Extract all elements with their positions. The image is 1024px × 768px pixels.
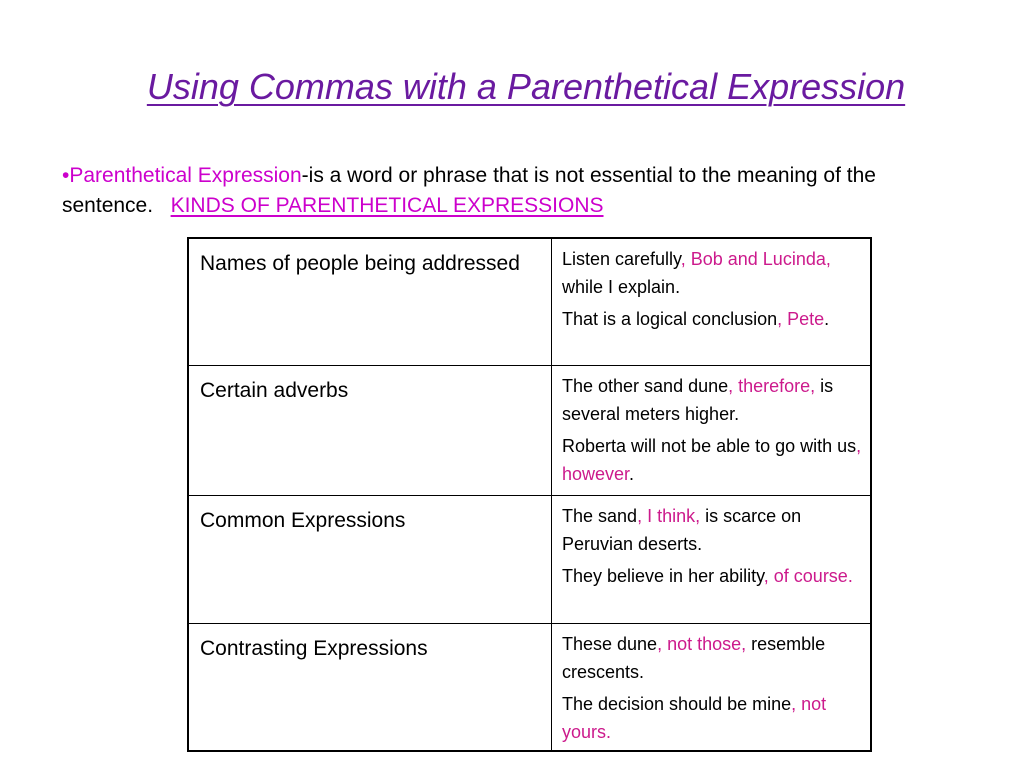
sentence-text: The other sand dune [562,375,729,396]
definition-paragraph [62,161,962,221]
examples-cell [552,238,872,365]
parenthetical-phrase: , however [562,435,862,484]
example-sentence [562,630,862,686]
sentence-text: Roberta will not be able to go with us [562,435,857,456]
parenthetical-phrase: , of course. [763,565,853,586]
definition-text: -is a word or phrase that is not essential to the meaning of the sentence. [62,164,876,217]
sentence-text: is several meters higher. [562,375,834,424]
parenthetical-phrase: , Pete [777,309,825,329]
examples-cell [552,365,872,495]
parenthetical-kinds-table [187,237,872,752]
sentence-text: resemble crescents. [562,633,826,682]
sentence-text: while I explain. [562,277,681,297]
kind-label: Common Expressions [188,495,552,623]
example-sentence [562,432,862,488]
sentence-text: These dune [562,633,658,654]
sentence-text: The decision should be mine [562,693,792,714]
table-row [188,238,871,365]
example-sentence [562,690,862,746]
parenthetical-phrase: , not yours. [562,693,827,742]
parenthetical-phrase: , not those, [657,633,747,654]
sentence-text: They believe in her ability [562,565,764,586]
kind-label: Contrasting Expressions [188,623,552,751]
sentence-text: is scarce on Peruvian deserts. [562,505,802,554]
sentence-text: . [629,463,635,484]
definition-term: •Parenthetical Expression [62,164,302,187]
sentence-text: The sand [562,505,638,526]
parenthetical-phrase: , I think, [637,505,701,526]
table-row [188,365,871,495]
example-sentence [562,372,862,428]
examples-cell [552,495,872,623]
sentence-text: . [824,309,830,329]
kinds-link[interactable]: KINDS OF PARENTHETICAL EXPRESSIONS [170,194,604,217]
table-row [188,623,871,751]
sentence-text: That is a logical conclusion [562,309,778,329]
kind-label: Names of people being addressed [188,238,552,365]
slide-title: Using Commas with a Parenthetical Expression [146,66,906,107]
parenthetical-phrase: , Bob and Lucinda, [680,249,831,269]
example-sentence [562,562,862,590]
sentence-text: Listen carefully [562,249,681,269]
example-sentence [562,502,862,558]
examples-cell [552,623,872,751]
kind-label: Certain adverbs [188,365,552,495]
example-sentence [562,245,862,301]
parenthetical-phrase: , therefore, [728,375,816,396]
table-row [188,495,871,623]
example-sentence [562,305,862,333]
